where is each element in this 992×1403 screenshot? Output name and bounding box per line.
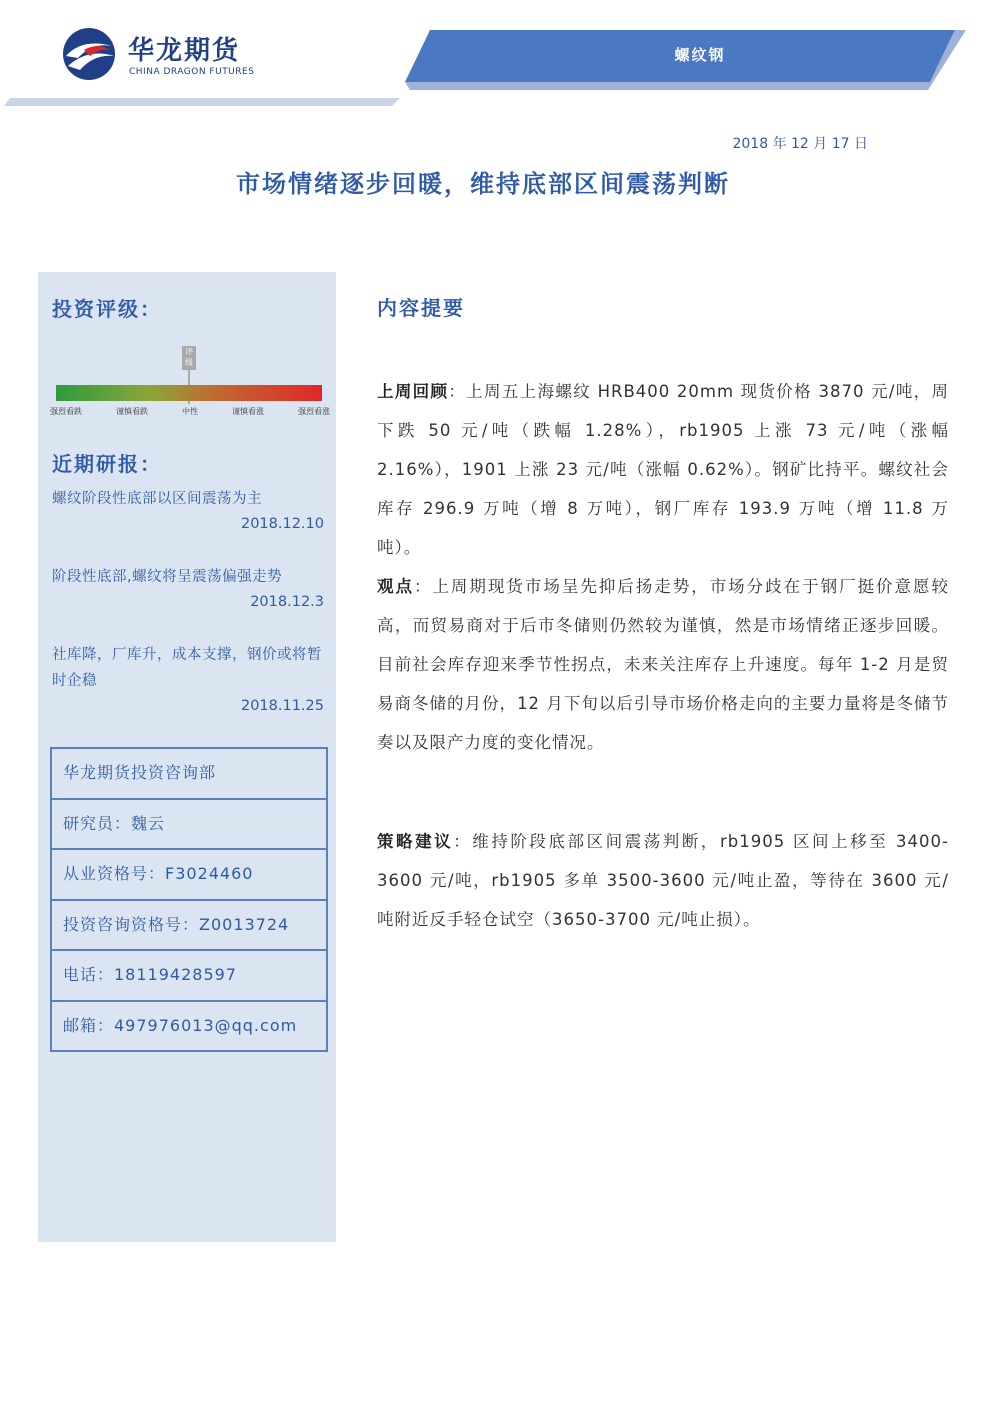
strategy-label: 策略建议 [377, 832, 454, 851]
category-label: 螺纹钢 [674, 46, 726, 64]
rating-label-strong-bear: 强烈看跌 [50, 407, 82, 416]
recent-report-date: 2018.12.10 [240, 516, 324, 532]
strategy-paragraph [377, 822, 949, 939]
rating-labels [50, 406, 330, 417]
contact-box [50, 747, 328, 1052]
viewpoint-text: ：上周期现货市场呈先抑后扬走势，市场分歧在于钢厂挺价意愿较高，而贸易商对于后市冬储则仍然较为谨慎，然是市场情绪正逐步回暖。目前社会库存迎来季节性拐点，未来关注库存上升速度。每年 1-2 月是贸易商冬储的月份，12 月下旬以后引导市场价格走向的主要力量将是冬储节奏以及限产力度的变化情况。 [377, 577, 950, 752]
rating-label-strong-bull: 强烈看涨 [298, 407, 330, 416]
report-date: 2018 年 12 月 17 日 [732, 136, 868, 152]
rating-marker [182, 346, 196, 370]
recent-report-title: 阶段性底部,螺纹将呈震荡偏强走势 [52, 569, 283, 585]
recent-report-title: 社库降，厂库升，成本支撑，钢价或将暂时企稳 [52, 647, 322, 689]
rating-label-neutral: 中性 [182, 407, 198, 416]
recent-reports-heading: 近期研报： [52, 452, 162, 476]
viewpoint-paragraph [377, 567, 949, 762]
contact-phone: 电话：18119428597 [52, 951, 326, 1002]
contact-researcher: 研究员：魏云 [52, 800, 326, 851]
rating-marker-label: 评级 [185, 347, 193, 367]
viewpoint-label: 观点 [377, 577, 414, 596]
brand-name-english: CHINA DRAGON FUTURES [129, 67, 255, 77]
brand-name: 华龙期货 [128, 36, 241, 66]
weekly-review-paragraph [377, 372, 949, 567]
summary-heading: 内容提要 [377, 296, 465, 320]
strategy-text: ：维持阶段底部区间震荡判断，rb1905 区间上移至 3400-3600 元/吨，rb1905 多单 3500-3600 元/吨止盈，等待在 3600 元/吨附近反手轻仓试空（3650-3700 元/吨止损）。 [377, 832, 950, 929]
weekly-review-label: 上周回顾 [377, 382, 449, 401]
contact-qualification: 从业资格号：F3024460 [52, 850, 326, 901]
contact-advisory-qualification: 投资咨询资格号：Z0013724 [52, 901, 326, 952]
recent-report-title: 螺纹阶段性底部以区间震荡为主 [52, 491, 262, 507]
weekly-review-text: ：上周五上海螺纹 HRB400 20mm 现货价格 3870 元/吨，周下跌 50 元/吨（跌幅 1.28%），rb1905 上涨 73 元/吨（涨幅 2.16%），1901 上涨 23 元/吨（涨幅 0.62%）。钢矿比持平。螺纹社会库存 296.9 万吨（增 8 万吨），钢厂库存 193.9 万吨（增 11.8 万吨）。 [377, 382, 949, 557]
rating-heading: 投资评级： [52, 297, 162, 321]
rating-label-cautious-bull: 谨慎看涨 [232, 407, 264, 416]
report-title: 市场情绪逐步回暖，维持底部区间震荡判断 [236, 170, 730, 198]
rating-gradient-bar [56, 385, 322, 401]
recent-report-date: 2018.12.3 [250, 594, 324, 610]
rating-scale [50, 342, 330, 422]
contact-email: 邮箱：497976013@qq.com [63, 1015, 298, 1035]
recent-report-date: 2018.11.25 [240, 698, 324, 714]
contact-department: 华龙期货投资咨询部 [52, 749, 326, 800]
company-logo-icon [58, 26, 120, 82]
rating-label-cautious-bear: 谨慎看跌 [116, 407, 148, 416]
